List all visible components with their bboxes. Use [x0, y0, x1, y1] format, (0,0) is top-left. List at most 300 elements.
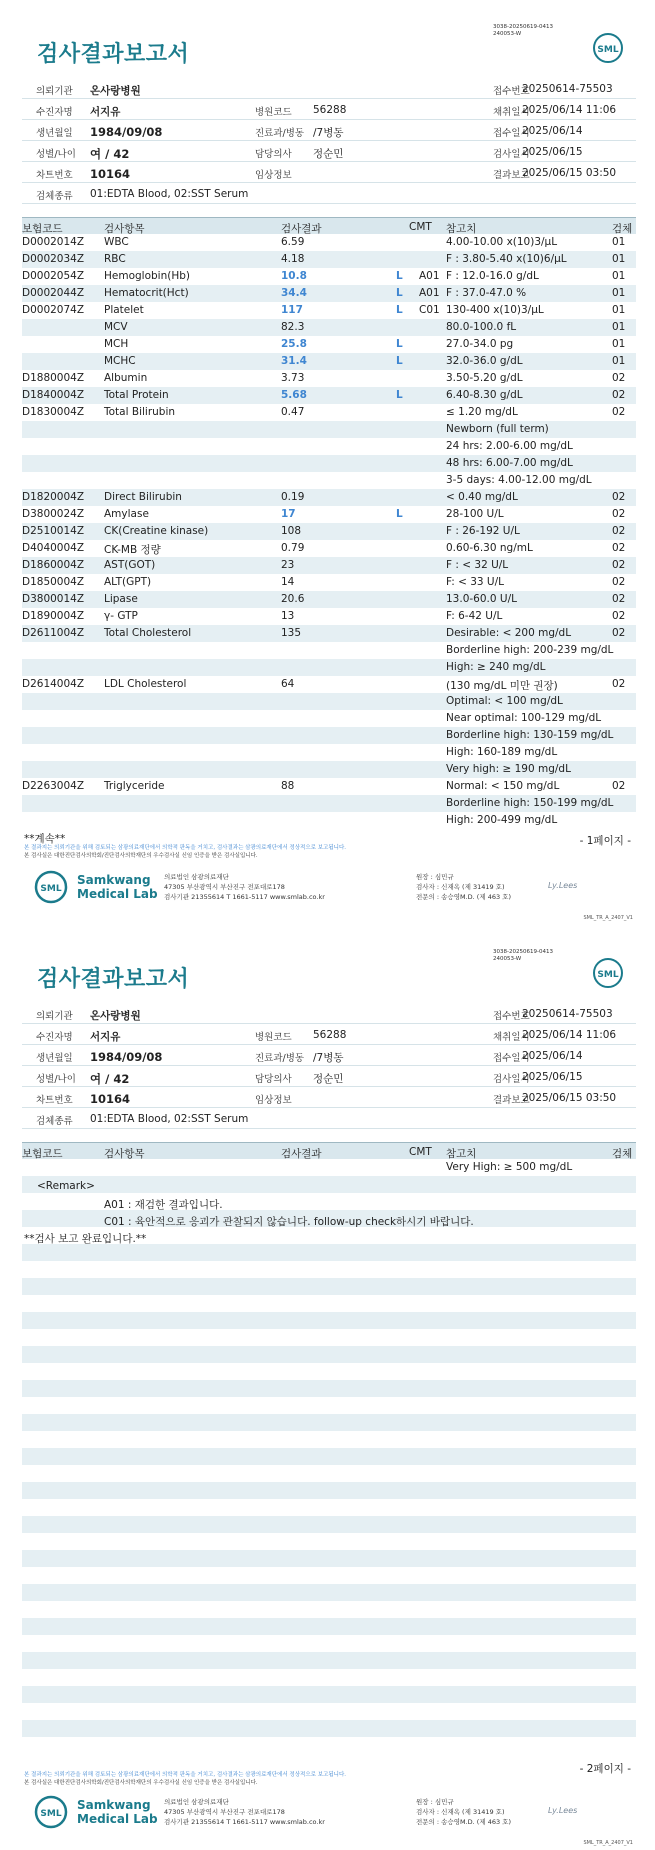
table-body [22, 234, 636, 829]
table-row [22, 1652, 636, 1669]
form-code: SML_TR_A_2407_V1 [583, 1840, 633, 1846]
doctor-label: 담당의사 [255, 149, 292, 160]
table-row [22, 1686, 636, 1703]
info-row [22, 1108, 636, 1129]
table-row [22, 1516, 636, 1533]
table-row [22, 1312, 636, 1329]
collect-value: 2025/06/14 11:06 [522, 104, 617, 116]
table-row [22, 1703, 636, 1720]
row-specimen: 02 [612, 780, 626, 792]
table-row [22, 336, 636, 353]
row-reference: F: 6-42 U/L [446, 610, 503, 622]
recv-value: 2025/06/14 [522, 125, 583, 137]
report-title: 검사결과보고서 [37, 42, 190, 67]
row-reference: 4.00-10.00 x(10)3/μL [446, 236, 558, 248]
row-test-name: WBC [104, 236, 129, 248]
test-date-value: 2025/06/15 [522, 146, 583, 158]
patient-info [22, 1003, 636, 1129]
row-code: D2263004Z [22, 780, 85, 792]
collect-value: 2025/06/14 11:06 [522, 1029, 617, 1041]
row-result: 10.8 [281, 270, 307, 282]
collect-label: 채취일시 [493, 1032, 530, 1043]
row-reference: 27.0-34.0 pg [446, 338, 514, 350]
dob-value: 1984/09/08 [90, 125, 163, 139]
form-code: SML_TR_A_2407_V1 [583, 915, 633, 921]
doctor-label: 담당의사 [255, 1074, 292, 1085]
table-body [22, 1159, 636, 1754]
row-test-name: CK(Creatine kinase) [104, 525, 209, 537]
table-row [22, 693, 636, 710]
row-result: 4.18 [281, 253, 305, 265]
table-row [22, 778, 636, 795]
dept-label: 진료과/병동 [255, 1053, 305, 1064]
info-row [22, 1045, 636, 1066]
report-note-line1: 본 결과지는 의뢰기관을 위해 검토되는 삼광의료재단에서 의학적 판독을 거치고, 검사결과는 삼광의료재단에서 정상적으로 보고됩니다. [24, 845, 347, 851]
table-row [22, 1159, 636, 1176]
table-row [22, 268, 636, 285]
brand-line2: Medical Lab [77, 887, 158, 901]
specimen-value: 01:EDTA Blood, 02:SST Serum [90, 188, 249, 200]
table-row [22, 710, 636, 727]
report-value: 2025/06/15 03:50 [522, 167, 617, 179]
row-specimen: 01 [612, 321, 626, 333]
info-row [22, 141, 636, 162]
specimen-label: 검체종류 [36, 191, 73, 202]
table-row [22, 1414, 636, 1431]
row-result: 13 [281, 610, 295, 622]
sml-logo-icon [592, 32, 624, 64]
row-reference: High: 200-499 mg/dL [446, 814, 558, 826]
row-specimen: 02 [612, 678, 626, 690]
receipt-no-value: 20250614-75503 [522, 83, 613, 95]
table-row [22, 1482, 636, 1499]
footer-tester: 검사자 : 신재옥 (제 31419 호) [416, 883, 505, 891]
row-test-name: Total Bilirubin [104, 406, 176, 418]
doc-id-line2: 240053-W [493, 956, 522, 962]
row-result: 14 [281, 576, 295, 588]
header-ref: 참고치 [446, 223, 477, 235]
svg-text:SML: SML [597, 45, 619, 55]
header-name: 검사항목 [104, 223, 145, 235]
report-label: 결과보고 [493, 1095, 530, 1106]
report-label: 결과보고 [493, 170, 530, 181]
table-row [22, 1261, 636, 1278]
page-number: - 1페이지 - [579, 835, 631, 847]
table-row [22, 812, 636, 829]
brand-line1: Samkwang [77, 1798, 151, 1812]
clinical-label: 임상정보 [255, 1095, 292, 1106]
row-cmt: A01 [419, 287, 440, 299]
row-specimen: 01 [612, 236, 626, 248]
row-test-name: CK-MB 정량 [104, 544, 161, 556]
header-specimen: 검체 [612, 223, 633, 235]
dept-value: /7병동 [313, 127, 344, 139]
info-row [22, 99, 636, 120]
row-specimen: 01 [612, 355, 626, 367]
svg-text:SML: SML [40, 1809, 62, 1819]
row-code: D0002054Z [22, 270, 85, 282]
remark-a01: A01 : 재검한 결과입니다. [104, 1199, 223, 1211]
row-code: D2614004Z [22, 678, 85, 690]
table-row [22, 472, 636, 489]
row-specimen: 02 [612, 372, 626, 384]
row-result: 0.79 [281, 542, 305, 554]
row-result: 108 [281, 525, 302, 537]
row-code: D3800024Z [22, 508, 85, 520]
row-result: 0.19 [281, 491, 305, 503]
brand-line2: Medical Lab [77, 1812, 158, 1826]
row-reference: High: ≥ 240 mg/dL [446, 661, 546, 673]
row-reference: 80.0-100.0 fL [446, 321, 517, 333]
row-reference: Borderline high: 150-199 mg/dL [446, 797, 614, 809]
row-flag: L [396, 304, 403, 316]
info-row [22, 183, 636, 204]
table-row [22, 1295, 636, 1312]
row-cmt: A01 [419, 270, 440, 282]
table-row [22, 1618, 636, 1635]
table-row [22, 370, 636, 387]
table-row [22, 1244, 636, 1261]
table-row [22, 642, 636, 659]
row-reference: 3-5 days: 4.00-12.00 mg/dL [446, 474, 592, 486]
info-row [22, 120, 636, 141]
table-row [22, 1737, 636, 1754]
table-row [22, 404, 636, 421]
row-result: 34.4 [281, 287, 307, 299]
header-result: 검사결과 [281, 223, 322, 235]
receipt-no-label: 접수번호 [493, 86, 530, 97]
table-row [22, 557, 636, 574]
table-row [22, 1601, 636, 1618]
row-reference: 130-400 x(10)3/μL [446, 304, 544, 316]
row-cmt: C01 [419, 304, 440, 316]
row-reference: Very high: ≥ 190 mg/dL [446, 763, 571, 775]
footer-specialist: 전문의 : 송승영M.D. (제 463 호) [416, 1818, 511, 1826]
header-name: 검사항목 [104, 1148, 145, 1160]
patient-value: 서지유 [90, 106, 121, 118]
table-row [22, 1397, 636, 1414]
table-row [22, 540, 636, 557]
recv-value: 2025/06/14 [522, 1050, 583, 1062]
row-test-name: Direct Bilirubin [104, 491, 182, 503]
table-row [22, 795, 636, 812]
inst-label: 의뢰기관 [36, 1011, 73, 1022]
sexage-value: 여 / 42 [90, 147, 130, 161]
sexage-value: 여 / 42 [90, 1072, 130, 1086]
table-row [22, 574, 636, 591]
table-row [22, 523, 636, 540]
table-row [22, 302, 636, 319]
chart-label: 차트번호 [36, 1095, 73, 1106]
patient-label: 수진자명 [36, 1032, 73, 1043]
brand-line1: Samkwang [77, 873, 151, 887]
row-result: 17 [281, 508, 296, 520]
row-code: D1880004Z [22, 372, 85, 384]
row-result: 88 [281, 780, 295, 792]
row-reference: 24 hrs: 2.00-6.00 mg/dL [446, 440, 573, 452]
patient-label: 수진자명 [36, 107, 73, 118]
table-row [22, 1533, 636, 1550]
hosp-code-value: 56288 [313, 104, 347, 116]
header-ref: 참고치 [446, 1148, 477, 1160]
row-reference: F : 12.0-16.0 g/dL [446, 270, 539, 282]
row-test-name: Platelet [104, 304, 144, 316]
doc-id-line1: 3038-20250619-0413 [493, 24, 553, 30]
row-result: 135 [281, 627, 302, 639]
row-test-name: ALT(GPT) [104, 576, 152, 588]
document-id [493, 24, 553, 38]
table-row [22, 1669, 636, 1686]
table-row [22, 285, 636, 302]
row-flag: L [396, 355, 403, 367]
report-note-line2: 본 검사실은 대한진단검사의학회/진단검사의학재단의 우수검사실 신임 인증을 받은 검사실입니다. [24, 1780, 258, 1786]
table-row [22, 625, 636, 642]
row-specimen: 02 [612, 525, 626, 537]
row-specimen: 02 [612, 491, 626, 503]
table-row [22, 591, 636, 608]
chart-label: 차트번호 [36, 170, 73, 181]
doctor-value: 정순민 [313, 148, 344, 160]
chart-value: 10164 [90, 1092, 131, 1106]
row-test-name: Total Protein [104, 389, 169, 401]
table-row [22, 659, 636, 676]
row-code: D1820004Z [22, 491, 85, 503]
hosp-code-label: 병원코드 [255, 1032, 292, 1043]
chart-value: 10164 [90, 167, 131, 181]
row-test-name: AST(GOT) [104, 559, 156, 571]
table-row [22, 1550, 636, 1567]
info-row [22, 1066, 636, 1087]
row-result: 64 [281, 678, 295, 690]
row-result: 117 [281, 304, 303, 316]
table-row [22, 1465, 636, 1482]
row-specimen: 01 [612, 270, 626, 282]
row-specimen: 02 [612, 559, 626, 571]
signature: Ly.Lees [548, 881, 578, 890]
row-code: D0002044Z [22, 287, 85, 299]
table-row [22, 234, 636, 251]
table-row [22, 1720, 636, 1737]
row-specimen: 02 [612, 576, 626, 588]
row-test-name: MCHC [104, 355, 136, 367]
row-reference: F : 26-192 U/L [446, 525, 520, 537]
receipt-no-value: 20250614-75503 [522, 1008, 613, 1020]
table-row [22, 761, 636, 778]
remark-title: <Remark> [37, 1180, 95, 1192]
row-specimen: 01 [612, 304, 626, 316]
row-specimen: 02 [612, 593, 626, 605]
svg-text:SML: SML [597, 970, 619, 980]
row-specimen: 01 [612, 287, 626, 299]
test-date-value: 2025/06/15 [522, 1071, 583, 1083]
row-code: D1890004Z [22, 610, 85, 622]
row-code: D2510014Z [22, 525, 85, 537]
row-reference: F : 37.0-47.0 % [446, 287, 527, 299]
footer-brand [77, 1798, 158, 1826]
footer-tester: 검사자 : 신재옥 (제 31419 호) [416, 1808, 505, 1816]
row-result: 3.73 [281, 372, 305, 384]
row-result: 25.8 [281, 338, 307, 350]
table-row [22, 1380, 636, 1397]
dept-value: /7병동 [313, 1052, 344, 1064]
row-test-name: RBC [104, 253, 126, 265]
row-test-name: Triglyceride [104, 780, 165, 792]
header-code: 보험코드 [22, 223, 63, 235]
footer-address-line: 47305 부산광역시 부산진구 전포대로178 [164, 1808, 285, 1816]
sml-footer-logo-icon [34, 870, 68, 904]
header-cmt: CMT [409, 1146, 432, 1158]
row-result: 82.3 [281, 321, 305, 333]
table-row [22, 1448, 636, 1465]
header-result: 검사결과 [281, 1148, 322, 1160]
info-row [22, 1087, 636, 1108]
report-note-line2: 본 검사실은 대한진단검사의학회/진단검사의학재단의 우수검사실 신임 인증을 받은 검사실입니다. [24, 853, 258, 859]
row-code: D0002014Z [22, 236, 85, 248]
row-test-name: Lipase [104, 593, 138, 605]
row-specimen: 02 [612, 508, 626, 520]
row-reference: Newborn (full term) [446, 423, 549, 435]
table-row [22, 1346, 636, 1363]
row-code: D0002034Z [22, 253, 85, 265]
row-specimen: 02 [612, 389, 626, 401]
hosp-code-label: 병원코드 [255, 107, 292, 118]
report-title: 검사결과보고서 [37, 967, 190, 992]
row-flag: L [396, 389, 403, 401]
table-row [22, 1567, 636, 1584]
results-table [22, 217, 636, 829]
inst-value: 온사랑병원 [90, 1010, 141, 1022]
sml-footer-logo-icon [34, 1795, 68, 1829]
row-reference: Optimal: < 100 mg/dL [446, 695, 563, 707]
table-row [22, 1278, 636, 1295]
recv-label: 접수일시 [493, 128, 530, 139]
row-reference: Desirable: < 200 mg/dL [446, 627, 572, 639]
specimen-label: 검체종류 [36, 1116, 73, 1127]
row-flag: L [396, 287, 403, 299]
svg-text:SML: SML [40, 884, 62, 894]
footer-staff [416, 872, 511, 902]
row-result: 0.47 [281, 406, 305, 418]
footer-address [164, 872, 325, 902]
clinical-label: 임상정보 [255, 170, 292, 181]
doctor-value: 정순민 [313, 1073, 344, 1085]
header-code: 보험코드 [22, 1148, 63, 1160]
footer-staff [416, 1797, 511, 1827]
table-row [22, 1584, 636, 1601]
header-specimen: 검체 [612, 1148, 633, 1160]
row-reference: 28-100 U/L [446, 508, 504, 520]
collect-label: 채취일시 [493, 107, 530, 118]
row-test-name: MCV [104, 321, 128, 333]
report-note-line1: 본 결과지는 의뢰기관을 위해 검토되는 삼광의료재단에서 의학적 판독을 거치고, 검사결과는 삼광의료재단에서 정상적으로 보고됩니다. [24, 1772, 347, 1778]
row-test-name: Hematocrit(Hct) [104, 287, 189, 299]
table-row [22, 1431, 636, 1448]
row-flag: L [396, 270, 403, 282]
dob-label: 생년월일 [36, 1053, 73, 1064]
info-row [22, 1024, 636, 1045]
footer-contact: 검사기관 21355614 T 1661-5117 www.smlab.co.kr [164, 1818, 325, 1826]
patient-value: 서지유 [90, 1031, 121, 1043]
document-id [493, 949, 553, 963]
row-specimen: 02 [612, 542, 626, 554]
info-row [22, 78, 636, 99]
table-row [22, 1363, 636, 1380]
row-reference: Normal: < 150 mg/dL [446, 780, 560, 792]
doc-id-line1: 3038-20250619-0413 [493, 949, 553, 955]
row-code: D4040004Z [22, 542, 85, 554]
footer-director: 원장 : 심민규 [416, 873, 454, 881]
table-row [22, 744, 636, 761]
row-flag: L [396, 338, 403, 350]
test-date-label: 검사일시 [493, 1074, 530, 1085]
table-row [22, 1499, 636, 1516]
table-row [22, 1329, 636, 1346]
row-result: 6.59 [281, 236, 305, 248]
row-reference: Very High: ≥ 500 mg/dL [446, 1161, 573, 1173]
table-row [22, 1635, 636, 1652]
row-code: D0002074Z [22, 304, 85, 316]
footer-contact: 검사기관 21355614 T 1661-5117 www.smlab.co.kr [164, 893, 325, 901]
row-test-name: MCH [104, 338, 129, 350]
row-code: D1830004Z [22, 406, 85, 418]
row-code: D3800014Z [22, 593, 85, 605]
row-test-name: LDL Cholesterol [104, 678, 187, 690]
row-test-name: Amylase [104, 508, 149, 520]
table-row [22, 319, 636, 336]
test-date-label: 검사일시 [493, 149, 530, 160]
report-complete: **검사 보고 완료입니다.** [24, 1233, 147, 1245]
table-row [22, 387, 636, 404]
table-row [22, 421, 636, 438]
info-row [22, 162, 636, 183]
row-flag: L [396, 508, 403, 520]
remark-c01: C01 : 육안적으로 응괴가 관찰되지 않습니다. follow-up check하시기 바랍니다. [104, 1216, 474, 1228]
row-specimen: 01 [612, 253, 626, 265]
info-row [22, 1003, 636, 1024]
report-page-2 [0, 925, 655, 1850]
table-row [22, 608, 636, 625]
row-test-name: Albumin [104, 372, 148, 384]
row-reference: 3.50-5.20 g/dL [446, 372, 523, 384]
row-reference: ≤ 1.20 mg/dL [446, 406, 518, 418]
row-reference: < 0.40 mg/dL [446, 491, 518, 503]
row-reference: 0.60-6.30 ng/mL [446, 542, 533, 554]
row-test-name: Hemoglobin(Hb) [104, 270, 191, 282]
table-row [22, 455, 636, 472]
sexage-label: 성별/나이 [36, 1074, 76, 1085]
report-value: 2025/06/15 03:50 [522, 1092, 617, 1104]
footer-org: 의료법인 삼광의료재단 [164, 1798, 229, 1806]
header-cmt: CMT [409, 221, 432, 233]
row-reference: High: 160-189 mg/dL [446, 746, 558, 758]
row-specimen: 02 [612, 610, 626, 622]
row-specimen: 02 [612, 406, 626, 418]
footer-address-line: 47305 부산광역시 부산진구 전포대로178 [164, 883, 285, 891]
footer-specialist: 전문의 : 송승영M.D. (제 463 호) [416, 893, 511, 901]
table-header [22, 217, 636, 234]
table-row [22, 676, 636, 693]
row-specimen: 01 [612, 338, 626, 350]
table-row [22, 506, 636, 523]
sml-logo-icon [592, 957, 624, 989]
dob-label: 생년월일 [36, 128, 73, 139]
row-reference: Borderline high: 130-159 mg/dL [446, 729, 614, 741]
table-row [22, 1176, 636, 1193]
table-row [22, 353, 636, 370]
continued-label: **계속** [24, 833, 66, 845]
row-code: D1850004Z [22, 576, 85, 588]
signature: Ly.Lees [548, 1806, 578, 1815]
